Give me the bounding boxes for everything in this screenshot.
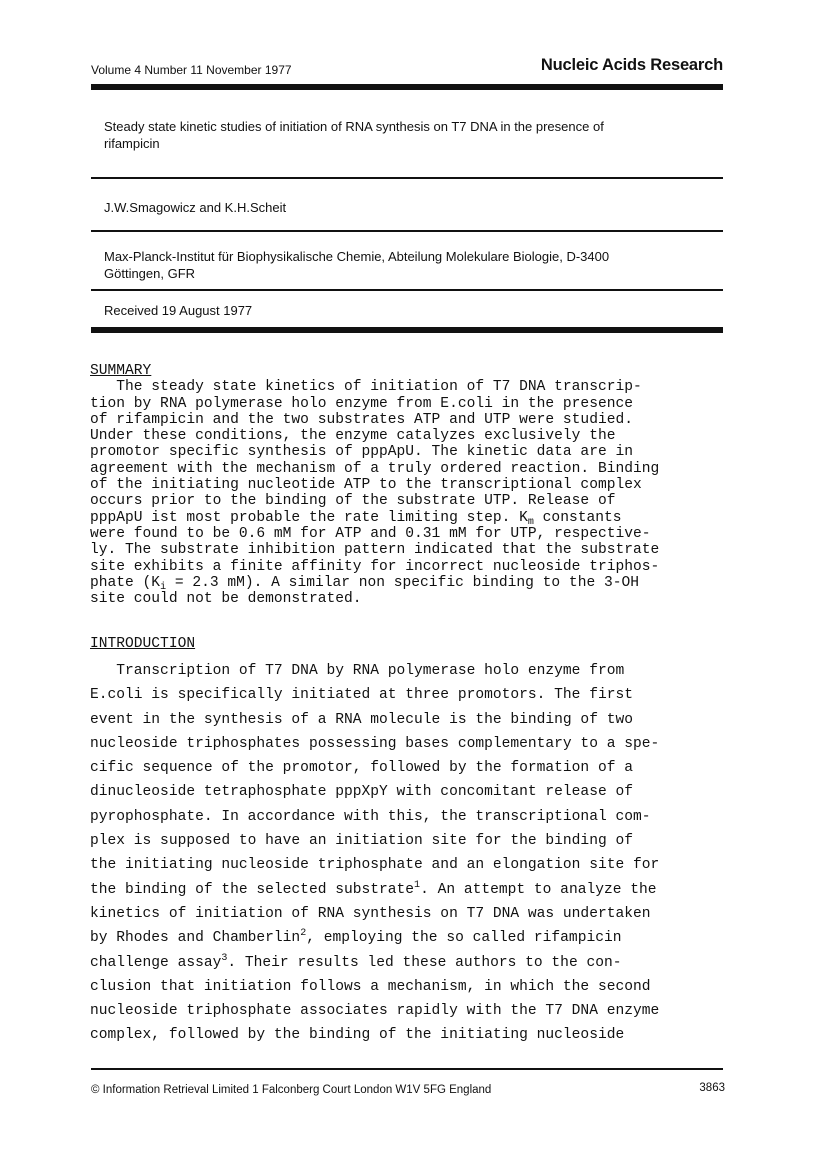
intro-line: nucleoside triphosphate associates rapidly with the T7 DNA enzyme bbox=[90, 1003, 660, 1020]
intro-line: cific sequence of the promotor, followed by the formation of a bbox=[90, 760, 633, 777]
volume-info: Volume 4 Number 11 November 1977 bbox=[91, 63, 292, 77]
intro-line: dinucleoside tetraphosphate pppXpY with concomitant release of bbox=[90, 784, 633, 801]
ki-subscript: i bbox=[160, 581, 167, 593]
affiliation-line-2: Göttingen, GFR bbox=[104, 266, 196, 281]
summary-line: of the initiating nucleotide ATP to the transcriptional complex bbox=[90, 477, 642, 494]
reference-2: 2 bbox=[300, 928, 307, 940]
summary-text: constants bbox=[533, 509, 622, 526]
intro-line bbox=[90, 878, 740, 902]
affiliation-rule bbox=[91, 289, 723, 291]
affiliation bbox=[104, 248, 704, 282]
summary-line: occurs prior to the binding of the substrate UTP. Release of bbox=[90, 493, 616, 510]
authors: J.W.Smagowicz and K.H.Scheit bbox=[104, 200, 287, 215]
summary-line bbox=[90, 575, 730, 591]
summary-text: phate (K bbox=[90, 574, 161, 591]
received-date: Received 19 August 1977 bbox=[104, 303, 253, 318]
summary-text: pppApU ist most probable the rate limiting step. bbox=[90, 509, 511, 526]
title-rule bbox=[91, 177, 723, 179]
intro-text: the binding of the selected substrate bbox=[90, 881, 415, 898]
intro-line: clusion that initiation follows a mechanism, in which the second bbox=[90, 978, 651, 995]
introduction-heading: INTRODUCTION bbox=[90, 636, 196, 652]
affiliation-line-1: Max-Planck-Institut für Biophysikalische Chemie, Abteilung Molekulare Biologie, D-3400 bbox=[104, 249, 610, 264]
intro-line: the initiating nucleoside triphosphate and an elongation site for bbox=[90, 857, 660, 874]
intro-text: challenge assay bbox=[90, 954, 222, 971]
intro-line bbox=[90, 926, 740, 950]
title-line-2: rifampicin bbox=[104, 136, 160, 151]
summary-section bbox=[90, 363, 730, 607]
intro-text: , employing the so called rifampicin bbox=[306, 930, 622, 947]
intro-text: . An attempt to analyze the bbox=[420, 881, 657, 898]
intro-line: plex is supposed to have an initiation site for the binding of bbox=[90, 833, 633, 850]
header-rule bbox=[91, 84, 723, 90]
journal-name: Nucleic Acids Research bbox=[540, 56, 723, 74]
summary-line: agreement with the mechanism of a truly ordered reaction. Binding bbox=[90, 460, 660, 477]
reference-3: 3 bbox=[221, 952, 228, 964]
article-title bbox=[104, 118, 694, 152]
publisher-footer: © Information Retrieval Limited 1 Falconberg Court London W1V 5FG England bbox=[91, 1084, 492, 1096]
intro-line: event in the synthesis of a RNA molecule is the binding of two bbox=[90, 711, 633, 728]
intro-line: E.coli is specifically initiated at three promotors. The first bbox=[90, 687, 633, 704]
summary-line: of rifampicin and the two substrates ATP and UTP were studied. bbox=[90, 411, 633, 428]
page-number: 3863 bbox=[699, 1082, 725, 1094]
footer-rule bbox=[91, 1068, 723, 1070]
intro-line: complex, followed by the binding of the initiating nucleoside bbox=[90, 1027, 625, 1044]
summary-line: site could not be demonstrated. bbox=[90, 591, 362, 608]
received-rule bbox=[91, 327, 723, 333]
introduction-section bbox=[90, 659, 740, 1048]
intro-line: kinetics of initiation of RNA synthesis on T7 DNA was undertaken bbox=[90, 905, 651, 922]
summary-heading: SUMMARY bbox=[90, 363, 152, 379]
summary-line: site exhibits a finite affinity for incorrect nucleoside triphos- bbox=[90, 558, 660, 575]
km-subscript: m bbox=[527, 516, 534, 528]
intro-line: pyrophosphate. In accordance with this, the transcriptional com- bbox=[90, 808, 651, 825]
reference-1: 1 bbox=[414, 879, 421, 891]
km-symbol: K bbox=[519, 509, 528, 526]
summary-line: The steady state kinetics of initiation of T7 DNA transcrip- bbox=[90, 379, 642, 396]
summary-line: Under these conditions, the enzyme catalyzes exclusively the bbox=[90, 428, 616, 445]
summary-text: = 2.3 mM). A similar non specific binding to the 3-OH bbox=[166, 574, 639, 591]
intro-line: Transcription of T7 DNA by RNA polymerase holo enzyme from bbox=[90, 663, 625, 679]
summary-line: were found to be 0.6 mM for ATP and 0.31 mM for UTP, respective- bbox=[90, 525, 651, 542]
intro-line: nucleoside triphosphates possessing bases complementary to a spe- bbox=[90, 735, 660, 752]
intro-text: . Their results led these authors to the con- bbox=[227, 954, 622, 971]
intro-text: by Rhodes and Chamberlin bbox=[90, 930, 301, 947]
summary-line: ly. The substrate inhibition pattern indicated that the substrate bbox=[90, 542, 660, 559]
authors-rule bbox=[91, 230, 723, 232]
summary-line: tion by RNA polymerase holo enzyme from E.coli in the presence bbox=[90, 395, 633, 412]
intro-line bbox=[90, 951, 740, 975]
title-line-1: Steady state kinetic studies of initiation of RNA synthesis on T7 DNA in the presence of bbox=[104, 119, 604, 134]
summary-line bbox=[90, 510, 730, 526]
summary-line: promotor specific synthesis of pppApU. The kinetic data are in bbox=[90, 444, 633, 461]
